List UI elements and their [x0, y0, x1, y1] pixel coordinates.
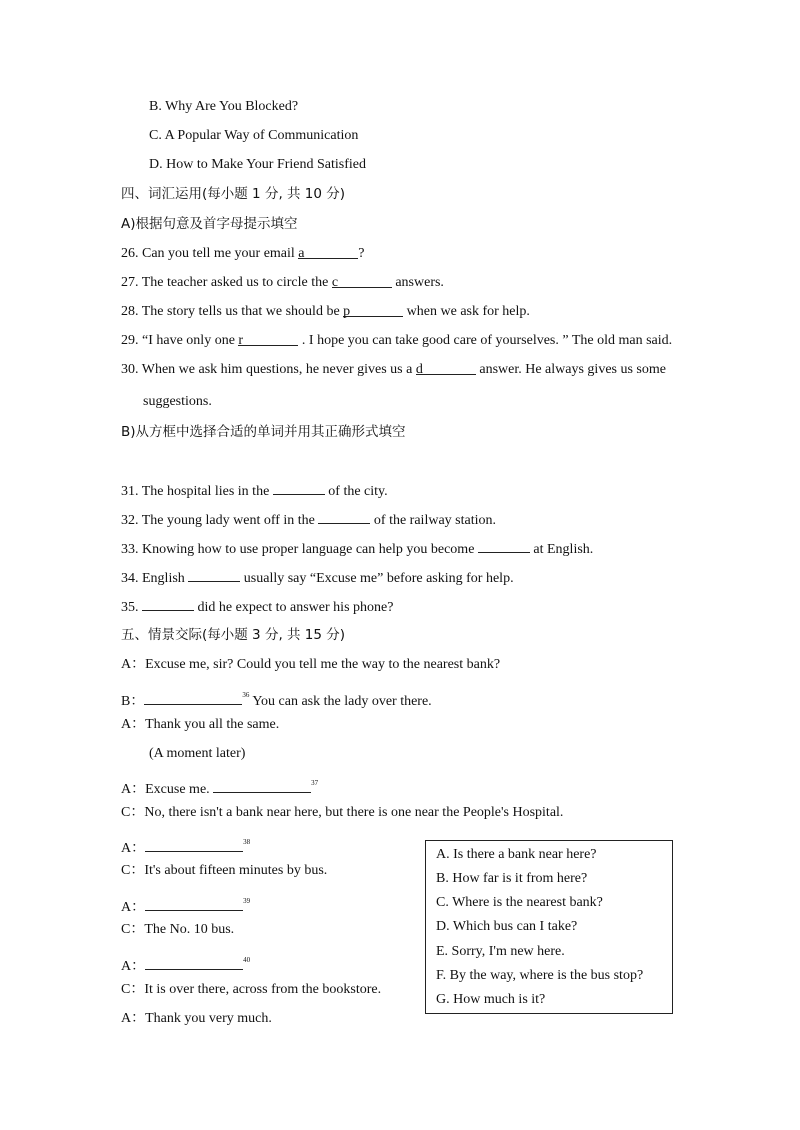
- blank-number-38: 38: [243, 838, 251, 846]
- question-27: [121, 274, 444, 292]
- dialogue-text: Excuse me, sir? Could you tell me the way to the nearest bank?: [145, 657, 501, 672]
- q34-tail: usually say “Excuse me” before asking for help.: [240, 571, 514, 586]
- dialogue-line-5: [121, 774, 318, 799]
- q29-blank[interactable]: [238, 332, 298, 346]
- q26-blank[interactable]: [298, 245, 358, 259]
- section4-partA-title: A)根据句意及首字母提示填空: [121, 216, 298, 232]
- q33-text: 33. Knowing how to use proper language can help you become: [121, 542, 478, 557]
- q27-blank[interactable]: [332, 274, 392, 288]
- speaker-a: A：: [121, 841, 146, 856]
- dialogue-line-2: [121, 686, 432, 711]
- answer-blank-36[interactable]: [144, 691, 242, 705]
- box-option-g: G. How much is it?: [436, 992, 546, 1007]
- question-26: [121, 245, 365, 263]
- q32-tail: of the railway station.: [370, 513, 496, 528]
- question-33: [121, 539, 593, 559]
- dialogue-line-1: [121, 656, 500, 674]
- q30-blank[interactable]: [416, 361, 476, 375]
- q27-tail: answers.: [391, 275, 444, 290]
- q33-blank[interactable]: [478, 539, 530, 553]
- stage-direction: (A moment later): [149, 746, 246, 761]
- question-35: [121, 597, 393, 617]
- q32-text: 32. The young lady went off in the: [121, 513, 319, 528]
- question-29: [121, 332, 672, 350]
- speaker-a: A：: [121, 782, 146, 797]
- box-option-a: A. Is there a bank near here?: [436, 847, 597, 862]
- blank-number-39: 39: [243, 897, 251, 905]
- question-34: [121, 568, 514, 588]
- dialogue-text: It is over there, across from the bookstore.: [144, 982, 382, 997]
- q35-blank[interactable]: [142, 597, 194, 611]
- dialogue-text: Excuse me.: [145, 782, 214, 797]
- speaker-a: A：: [121, 1011, 146, 1026]
- blank-number-36: 36: [242, 691, 250, 699]
- box-option-d: D. Which bus can I take?: [436, 919, 578, 934]
- dialogue-line-6: [121, 804, 563, 822]
- reading-option-b: B. Why Are You Blocked?: [149, 99, 299, 114]
- q26-hint-letter: a: [298, 246, 305, 261]
- reading-option-c: C. A Popular Way of Communication: [149, 128, 359, 143]
- q34-text: 34. English: [121, 571, 189, 586]
- dialogue-text: The No. 10 bus.: [144, 922, 235, 937]
- question-31: [121, 481, 388, 501]
- q35-tail: did he expect to answer his phone?: [194, 600, 394, 615]
- dialogue-line-11: [121, 951, 250, 976]
- dialogue-line-3: [121, 716, 279, 734]
- q30-tail: answer. He always gives us some: [475, 362, 666, 377]
- q26-tail: ?: [358, 246, 365, 261]
- q29-text: 29. “I have only one: [121, 333, 239, 348]
- dialogue-text: It's about fifteen minutes by bus.: [144, 863, 328, 878]
- q35-text: 35.: [121, 600, 142, 615]
- dialogue-line-13: [121, 1010, 272, 1028]
- q33-tail: at English.: [529, 542, 594, 557]
- q28-blank[interactable]: [343, 303, 403, 317]
- answer-blank-40[interactable]: [145, 956, 243, 970]
- speaker-c: C：: [121, 863, 145, 878]
- box-option-b: B. How far is it from here?: [436, 871, 588, 886]
- speaker-c: C：: [121, 805, 145, 820]
- dialogue-text: Thank you very much.: [145, 1011, 272, 1026]
- dialogue-text: No, there isn't a bank near here, but there is one near the People's Hospital.: [144, 805, 564, 820]
- speaker-a: A：: [121, 959, 146, 974]
- dialogue-line-8: [121, 862, 327, 880]
- answer-blank-37[interactable]: [213, 779, 311, 793]
- q29-hint-letter: r: [238, 333, 244, 348]
- q28-text: 28. The story tells us that we should be: [121, 304, 344, 319]
- q31-blank[interactable]: [273, 481, 325, 495]
- dialogue-text: You can ask the lady over there.: [249, 694, 432, 709]
- q34-blank[interactable]: [188, 568, 240, 582]
- section4-partB-title: B)从方框中选择合适的单词并用其正确形式填空: [121, 424, 406, 440]
- q31-tail: of the city.: [324, 484, 388, 499]
- q30-text: 30. When we ask him questions, he never gives us a: [121, 362, 416, 377]
- q27-text: 27. The teacher asked us to circle the: [121, 275, 332, 290]
- q30-hint-letter: d: [415, 362, 423, 377]
- reading-option-d: D. How to Make Your Friend Satisfied: [149, 157, 366, 172]
- question-30: [121, 361, 666, 379]
- question-28: [121, 303, 530, 321]
- box-option-c: C. Where is the nearest bank?: [436, 895, 603, 910]
- answer-blank-38[interactable]: [145, 838, 243, 852]
- dialogue-line-12: [121, 981, 381, 999]
- q32-blank[interactable]: [318, 510, 370, 524]
- q31-text: 31. The hospital lies in the: [121, 484, 273, 499]
- speaker-c: C：: [121, 922, 145, 937]
- blank-number-37: 37: [311, 779, 319, 787]
- q28-hint-letter: p: [343, 304, 351, 319]
- q28-tail: when we ask for help.: [403, 304, 530, 319]
- section4-title: 四、词汇运用(每小题 1 分, 共 10 分): [121, 186, 346, 202]
- question-30-continuation: suggestions.: [143, 394, 212, 409]
- box-option-f: F. By the way, where is the bus stop?: [436, 968, 644, 983]
- speaker-c: C：: [121, 982, 145, 997]
- box-option-e: E. Sorry, I'm new here.: [436, 944, 565, 959]
- speaker-a: A：: [121, 900, 146, 915]
- speaker-a: A：: [121, 717, 146, 732]
- question-32: [121, 510, 496, 530]
- speaker-a: A：: [121, 657, 146, 672]
- dialogue-line-10: [121, 921, 234, 939]
- q29-tail: . I hope you can take good care of yourselves. ” The old man said.: [298, 333, 673, 348]
- answer-options-box: [425, 840, 673, 1014]
- dialogue-text: Thank you all the same.: [145, 717, 280, 732]
- speaker-b: B：: [121, 694, 145, 709]
- dialogue-line-9: [121, 892, 250, 917]
- q26-text: 26. Can you tell me your email: [121, 246, 299, 261]
- q27-hint-letter: c: [331, 275, 339, 290]
- section5-title: 五、情景交际(每小题 3 分, 共 15 分): [121, 627, 346, 643]
- dialogue-line-7: [121, 833, 250, 858]
- answer-blank-39[interactable]: [145, 897, 243, 911]
- blank-number-40: 40: [243, 956, 251, 964]
